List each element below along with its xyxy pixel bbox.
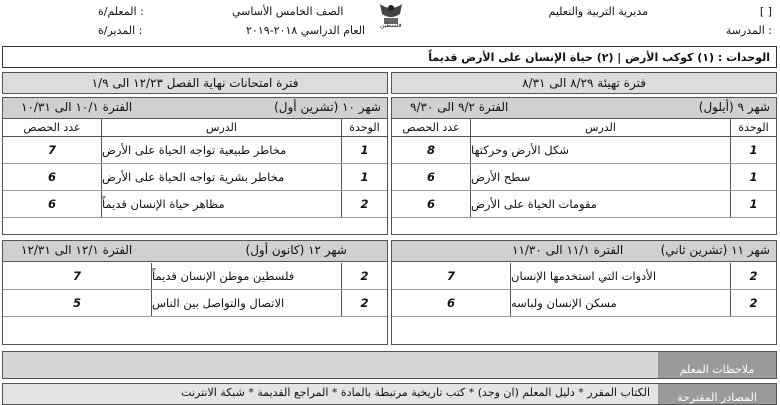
teacher-label: المعلم/ة : <box>98 5 144 18</box>
orientation-period-text: فترة تهيئة ٨/٢٩ الى ٨/٣١ <box>522 76 646 90</box>
school-label: المدرسة : <box>725 24 772 37</box>
count-cell: 6 <box>446 296 455 310</box>
month-header <box>392 241 776 262</box>
lesson-cell: مظاهر حياة الإنسان قديماً <box>101 191 341 217</box>
page-header <box>0 0 780 44</box>
table-row <box>392 164 776 191</box>
count-cell: 8 <box>426 143 435 157</box>
period-label: الفترة ٩/٢ الى ٩/٣٠ <box>410 100 509 114</box>
principal-label: المدير/ة : <box>98 24 143 37</box>
lesson-cell: مخاطر بشرية تواجه الحياة على الأرض <box>101 164 341 190</box>
month-header <box>3 241 387 262</box>
count-cell: 6 <box>47 197 56 211</box>
table-october <box>2 97 388 235</box>
month-label: شهر ١٠ (تشرين أول) <box>274 100 381 114</box>
table-november <box>391 240 777 345</box>
lesson-cell: مخاطر طبيعية تواجه الحياة على الأرض <box>101 137 341 163</box>
table-row <box>392 263 776 290</box>
unit-cell: 1 <box>341 164 387 190</box>
grade-label: الصف الخامس الأساسي <box>232 5 344 18</box>
unit-cell: 1 <box>730 191 776 217</box>
unit-cell: 2 <box>341 191 387 217</box>
exam-period-text: فترة امتحانات نهاية الفصل ١٢/٢٣ الى ١/٩ <box>91 76 299 90</box>
count-cell: 7 <box>72 269 81 283</box>
table-row <box>3 164 387 191</box>
count-cell: 7 <box>47 143 56 157</box>
year-label: العام الدراسي ٢٠١٨-٢٠١٩ <box>246 24 366 37</box>
lesson-cell: شكل الأرض وحركتها <box>470 137 730 163</box>
unit-cell: 1 <box>730 137 776 163</box>
count-cell: 6 <box>426 197 435 211</box>
table-row <box>3 191 387 218</box>
period-label: الفترة ١٠/١ الى ١٠/٣١ <box>21 100 133 114</box>
sources-label: المصادر المقترحة <box>658 384 776 404</box>
unit-cell: 2 <box>341 290 387 316</box>
count-cell: 6 <box>426 170 435 184</box>
col-count: عدد الحصص <box>23 120 81 134</box>
sources-text: الكتاب المقرر * دليل المعلم (ان وجد) * كتب تاريخية مرتبطة بالمادة * المراجع القديمة * شبكة الانترنت <box>181 386 650 399</box>
unit-cell: 2 <box>341 263 387 289</box>
palestine-emblem-icon <box>374 0 408 28</box>
period-label: الفترة ١٢/١ الى ١٢/٣١ <box>21 243 133 257</box>
table-row <box>392 191 776 218</box>
count-cell: 6 <box>47 170 56 184</box>
month-label: شهر ٩ (أيلول) <box>698 100 770 114</box>
teacher-notes-bar <box>2 351 777 379</box>
lesson-cell: فلسطين موطن الإنسان قديماً <box>151 263 341 289</box>
col-count: عدد الحصص <box>402 120 460 134</box>
lesson-cell: مقومات الحياة على الأرض <box>470 191 730 217</box>
col-lesson: الدرس <box>101 118 341 136</box>
month-header <box>392 98 776 119</box>
count-cell: 5 <box>72 296 81 310</box>
emblem-caption: فلسطين <box>380 22 402 29</box>
exam-period <box>2 72 388 94</box>
month-label: شهر ١١ (تشرين ثاني) <box>660 243 770 257</box>
table-row <box>3 263 387 290</box>
table-row <box>392 290 776 317</box>
table-row <box>3 290 387 317</box>
column-headers <box>392 118 776 137</box>
month-label: شهر ١٢ (كانون أول) <box>245 243 347 257</box>
table-september <box>391 97 777 235</box>
lesson-cell: مسكن الإنسان ولباسه <box>510 290 730 316</box>
lesson-cell: سطح الأرض <box>470 164 730 190</box>
sources-bar <box>2 383 777 405</box>
directorate-label: مديرية التربية والتعليم <box>548 5 648 18</box>
table-row <box>3 137 387 164</box>
lesson-cell: الاتصال والتواصل بين الناس <box>151 290 341 316</box>
unit-cell: 2 <box>730 290 776 316</box>
unit-cell: 2 <box>730 263 776 289</box>
period-label: الفترة ١١/١ الى ١١/٣٠ <box>512 243 624 257</box>
teacher-notes-label: ملاحظات المعلم <box>658 352 776 378</box>
col-lesson: الدرس <box>470 118 730 136</box>
units-text: الوحدات : (١) كوكب الأرض | (٢) حياة الإنسان على الأرض قديماً <box>428 50 770 64</box>
orientation-period <box>391 72 777 94</box>
col-unit: الوحدة <box>730 118 776 136</box>
col-unit: الوحدة <box>341 118 387 136</box>
units-line <box>2 46 777 68</box>
column-headers <box>3 118 387 137</box>
table-row <box>392 137 776 164</box>
count-cell: 7 <box>446 269 455 283</box>
unit-cell: 1 <box>341 137 387 163</box>
unit-cell: 1 <box>730 164 776 190</box>
month-header <box>3 98 387 119</box>
table-december <box>2 240 388 345</box>
directorate-bracket: [ ] <box>759 5 772 18</box>
lesson-cell: الأدوات التي استخدمها الإنسان <box>510 263 730 289</box>
